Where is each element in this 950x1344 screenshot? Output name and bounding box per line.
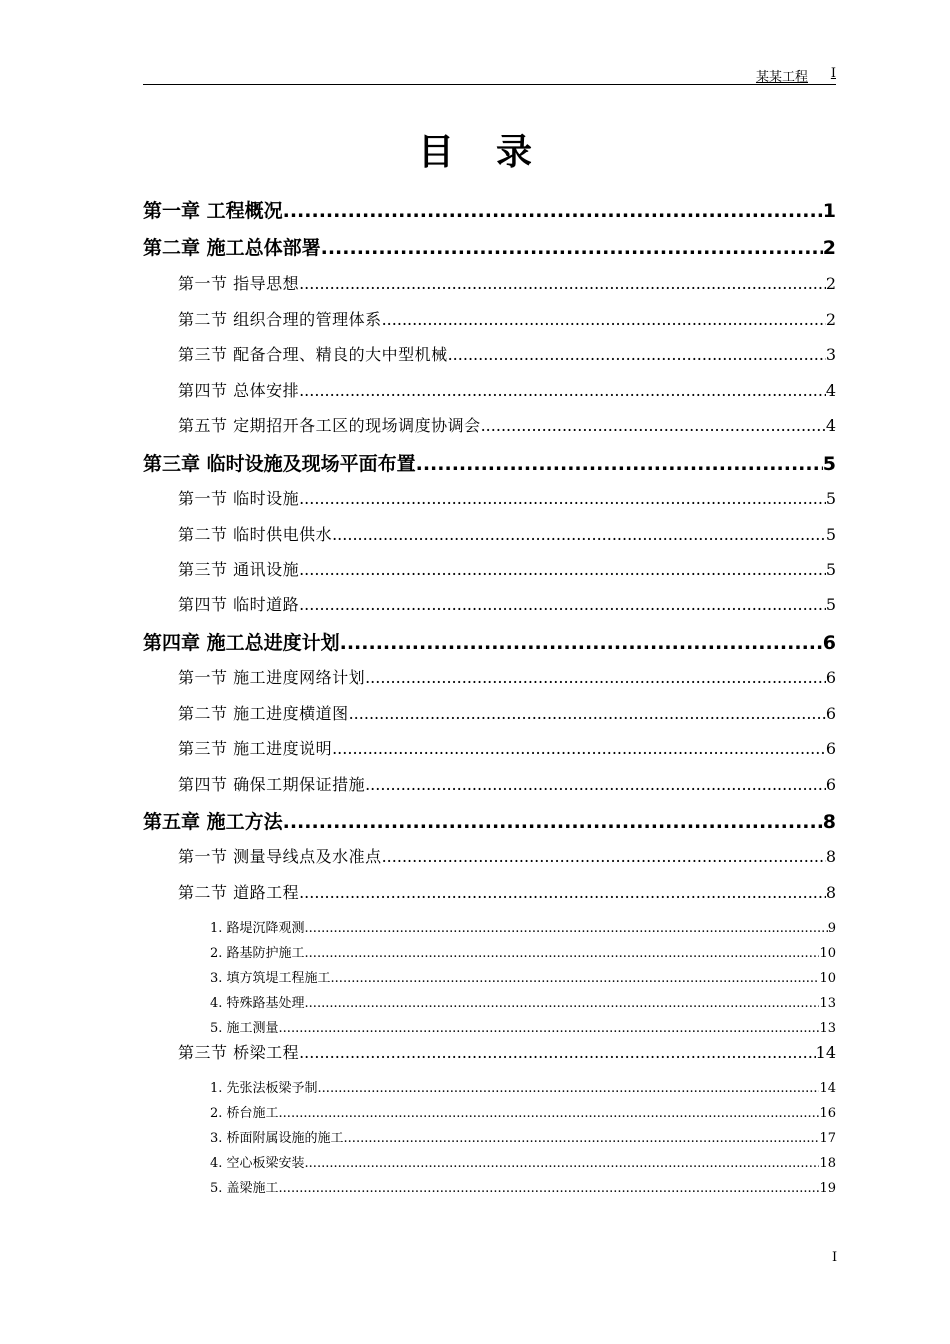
toc-item-label: 5. 盖梁施工 [210,1181,279,1196]
dot-leader [299,1043,816,1062]
dot-leader [340,632,823,654]
dot-leader [299,381,826,400]
toc-page-number: 9 [827,921,836,936]
toc-item[interactable] [210,1077,836,1096]
toc-section[interactable] [178,307,836,330]
toc-section[interactable] [178,772,836,795]
toc-page-number: 14 [815,1043,836,1062]
toc-item[interactable] [210,967,836,986]
toc-page-number: 8 [825,883,836,902]
dot-leader [416,453,823,475]
toc-page-number: 2 [822,237,836,259]
dot-leader [305,921,828,936]
toc-page-number: 1 [822,200,836,222]
toc-item[interactable] [210,1152,836,1171]
toc-section-label: 第二节 道路工程 [178,883,300,902]
toc-section[interactable] [178,701,836,724]
toc-page-number: 5 [825,560,836,579]
toc-item[interactable] [210,992,836,1011]
toc-section-label: 第三节 桥梁工程 [178,1043,300,1062]
toc-page-number: 5 [825,595,836,614]
dot-leader [283,200,823,222]
toc-page-number: 17 [819,1131,836,1146]
dot-leader [279,1181,820,1196]
toc-page-number: 13 [819,996,836,1011]
toc-section[interactable] [178,1040,836,1063]
toc-item-label: 1. 先张法板梁予制 [210,1081,318,1096]
toc-section-label: 第三节 通讯设施 [178,560,300,579]
dot-leader [283,811,823,833]
dot-leader [299,274,826,293]
toc-item-label: 4. 空心板梁安装 [210,1156,305,1171]
toc-page-number: 4 [825,416,836,435]
toc-section[interactable] [178,665,836,688]
toc-section-label: 第三节 配备合理、精良的大中型机械 [178,345,448,364]
toc-item-label: 2. 路基防护施工 [210,946,305,961]
header-page-number: I [830,66,836,81]
dot-leader [344,1131,820,1146]
toc-page-number: 5 [825,525,836,544]
dot-leader [448,345,826,364]
toc-item[interactable] [210,1127,836,1146]
dot-leader [382,310,826,329]
toc-chapter-label: 第四章 施工总进度计划 [143,632,340,654]
dot-leader [279,1106,820,1121]
toc-page-number: 6 [825,668,836,687]
toc-section-label: 第一节 指导思想 [178,274,300,293]
toc-section[interactable] [178,592,836,615]
toc-section-label: 第一节 测量导线点及水准点 [178,847,382,866]
toc-section-label: 第三节 施工进度说明 [178,739,333,758]
dot-leader [299,595,826,614]
dot-leader [481,416,826,435]
toc-page-number: 2 [825,274,836,293]
toc-page-number: 16 [819,1106,836,1121]
dot-leader [332,525,826,544]
toc-chapter-label: 第二章 施工总体部署 [143,237,321,259]
toc-section-label: 第一节 临时设施 [178,489,300,508]
toc-section[interactable] [178,736,836,759]
dot-leader [305,996,820,1011]
toc-page-number: 10 [819,946,836,961]
header-title: 某某工程 [755,70,808,85]
dot-leader [299,883,826,902]
toc-item-label: 3. 桥面附属设施的施工 [210,1131,344,1146]
toc-section-label: 第二节 施工进度横道图 [178,704,349,723]
toc-section[interactable] [178,557,836,580]
toc-section-label: 第四节 临时道路 [178,595,300,614]
toc-page-number: 5 [825,489,836,508]
dot-leader [305,946,820,961]
toc-chapter-2[interactable] [143,233,836,260]
toc-section[interactable] [178,522,836,545]
dot-leader [331,971,820,986]
toc-title: 目录 [417,132,574,173]
toc-section[interactable] [178,413,836,436]
toc-section-label: 第二节 临时供电供水 [178,525,333,544]
toc-page-number: 8 [825,847,836,866]
toc-section[interactable] [178,342,836,365]
toc-section-label: 第四节 确保工期保证措施 [178,775,366,794]
toc-item[interactable] [210,942,836,961]
dot-leader [279,1021,820,1036]
dot-leader [349,704,826,723]
toc-item-label: 1. 路堤沉降观测 [210,921,305,936]
toc-chapter-label: 第一章 工程概况 [143,200,283,222]
toc-page-number: 10 [819,971,836,986]
toc-section[interactable] [178,880,836,903]
dot-leader [365,668,826,687]
toc-item-label: 2. 桥台施工 [210,1106,279,1121]
footer-page-number: I [832,1250,838,1265]
toc-chapter-1[interactable] [143,196,836,223]
toc-item-label: 4. 特殊路基处理 [210,996,305,1011]
toc-section[interactable] [178,486,836,509]
toc-item-label: 5. 施工测量 [210,1021,279,1036]
dot-leader [332,739,826,758]
toc-item[interactable] [210,1102,836,1121]
toc-page-number: 13 [819,1021,836,1036]
toc-page-number: 3 [825,345,836,364]
toc-section[interactable] [178,378,836,401]
dot-leader [299,560,826,579]
toc-item-label: 3. 填方筑堤工程施工 [210,971,331,986]
toc-page-number: 18 [819,1156,836,1171]
toc-page-number: 19 [819,1181,836,1196]
toc-page-number: 4 [825,381,836,400]
toc-section-label: 第四节 总体安排 [178,381,300,400]
toc-section[interactable] [178,271,836,294]
toc-section[interactable] [178,844,836,867]
toc-chapter-label: 第三章 临时设施及现场平面布置 [143,453,416,475]
toc-page-number: 6 [825,704,836,723]
toc-section-label: 第二节 组织合理的管理体系 [178,310,382,329]
dot-leader [365,775,826,794]
toc-page-number: 5 [822,453,836,475]
toc-page-number: 2 [825,310,836,329]
toc-page-number: 6 [822,632,836,654]
toc-chapter-4[interactable] [143,628,836,655]
dot-leader [321,237,823,259]
toc-page-number: 8 [822,811,836,833]
dot-leader [299,489,826,508]
toc-page-number: 14 [819,1081,836,1096]
toc-item[interactable] [210,1177,836,1196]
toc-section-label: 第一节 施工进度网络计划 [178,668,366,687]
toc-item[interactable] [210,917,836,936]
dot-leader [382,847,826,866]
dot-leader [305,1156,820,1171]
toc-page-number: 6 [825,775,836,794]
toc-chapter-3[interactable] [143,449,836,476]
toc-section-label: 第五节 定期招开各工区的现场调度协调会 [178,416,481,435]
toc-page-number: 6 [825,739,836,758]
dot-leader [318,1081,820,1096]
toc-chapter-5[interactable] [143,807,836,834]
toc-chapter-label: 第五章 施工方法 [143,811,283,833]
toc-item[interactable] [210,1017,836,1036]
